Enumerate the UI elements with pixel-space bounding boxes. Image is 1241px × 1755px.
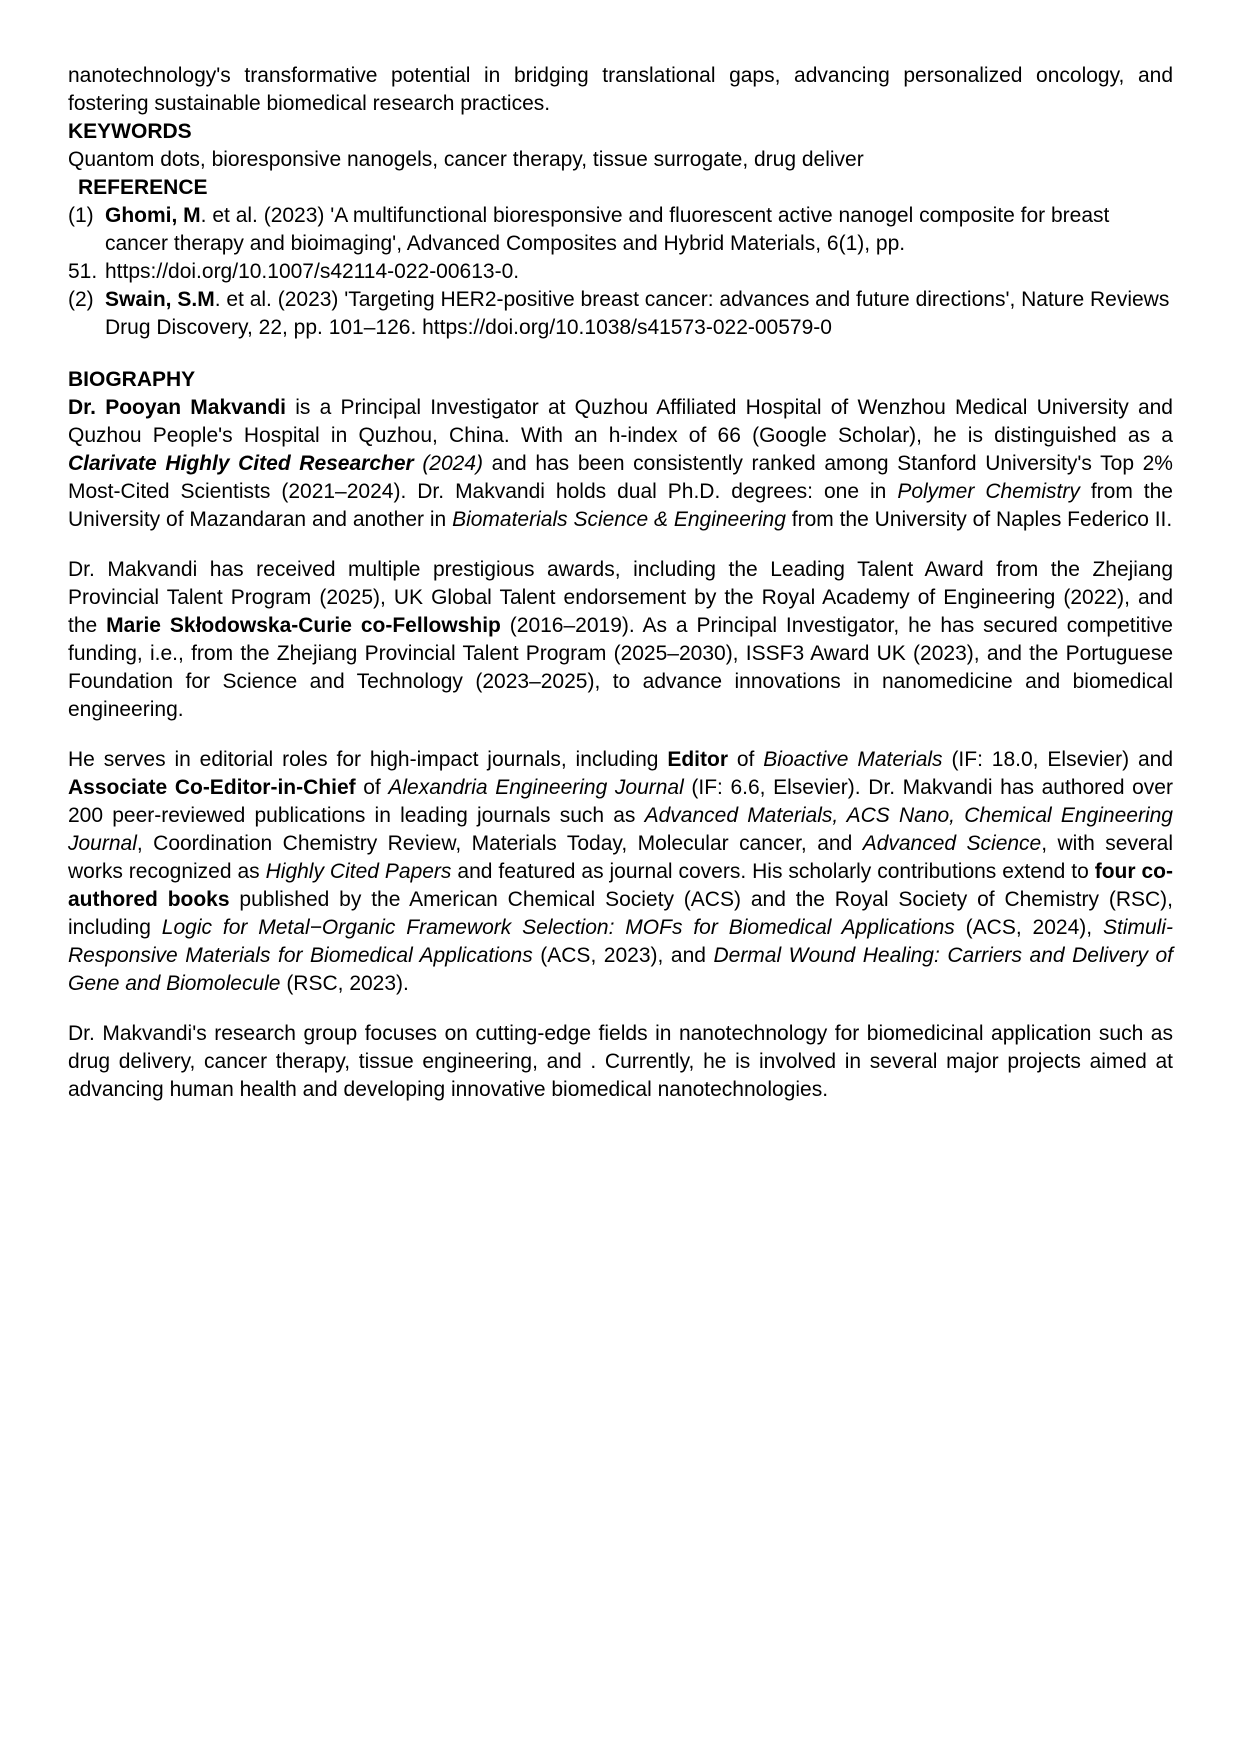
biography-paragraph-3: He serves in editorial roles for high-impact journals, including Editor of Bioactive Materials (IF: 18.0, Elsevier) and Associate Co-Editor-in-Chief of Alexandria Engineering Journal (IF: 6.6, Elsevier). Dr. Makvandi has authored over 200 peer-reviewed publications in leading journals such as Advanced Materials, ACS Nano, Chemical Engineering Journal, Coordination Chemistry Review, Materials Today, Molecular cancer, and Advanced Science, with several works recognized as Highly Cited Papers and featured as journal covers. His scholarly contributions extend to four co-authored books published by the American Chemical Society (ACS) and the Royal Society of Chemistry (RSC), including Logic for Metal−Organic Framework Selection: MOFs for Biomedical Applications (ACS, 2024), Stimuli-Responsive Materials for Biomedical Applications (ACS, 2023), and Dermal Wound Healing: Carriers and Delivery of Gene and Biomolecule (RSC, 2023). [68, 748, 1174, 995]
biography-paragraph-1: Dr. Pooyan Makvandi is a Principal Investigator at Quzhou Affiliated Hospital of Wenzhou Medical University and Quzhou People's Hospital in Quzhou, China. With an h-index of 66 (Google Scholar), he is distinguished as a Clarivate Highly Cited Researcher (2024) and has been consistently ranked among Stanford University's Top 2% Most-Cited Scientists (2021–2024). Dr. Makvandi holds dual Ph.D. degrees: one in Polymer Chemistry from the University of Mazandaran and another in Biomaterials Science & Engineering from the University of Naples Federico II. [68, 396, 1173, 531]
reference-text: Swain, S.M. et al. (2023) 'Targeting HER2-positive breast cancer: advances and future directions', Nature Reviews Drug Discovery, 22, pp. 101–126. https://doi.org/10.1038/s41573-022-00579-0 [105, 288, 1170, 339]
reference-marker: (1) [68, 204, 94, 227]
reference-text: Ghomi, M. et al. (2023) 'A multifunctional bioresponsive and fluorescent active nanogel composite for breast cancer therapy and bioimaging', Advanced Composites and Hybrid Materials, 6(1), pp. [105, 204, 1110, 255]
reference-list [68, 202, 1173, 342]
reference-marker: (2) [68, 288, 94, 311]
keywords-heading: KEYWORDS [68, 120, 192, 143]
reference-item [68, 258, 1173, 286]
biography-paragraph-2: Dr. Makvandi has received multiple prestigious awards, including the Leading Talent Award from the Zhejiang Provincial Talent Program (2025), UK Global Talent endorsement by the Royal Academy of Engineering (2022), and the Marie Skłodowska-Curie co-Fellowship (2016–2019). As a Principal Investigator, he has secured competitive funding, i.e., from the Zhejiang Provincial Talent Program (2025–2030), ISSF3 Award UK (2023), and the Portuguese Foundation for Science and Technology (2023–2025), to advance innovations in nanomedicine and biomedical engineering. [68, 558, 1173, 721]
reference-item [68, 202, 1173, 258]
reference-text: https://doi.org/10.1007/s42114-022-00613-0. [105, 260, 520, 283]
reference-item [68, 286, 1173, 342]
biography-paragraph-4: Dr. Makvandi's research group focuses on cutting-edge fields in nanotechnology for biomedicinal application such as drug delivery, cancer therapy, tissue engineering, and . Currently, he is involved in several major projects aimed at advancing human health and developing innovative biomedical nanotechnologies. [68, 1022, 1173, 1101]
reference-marker: 51. [68, 260, 98, 283]
intro-paragraph: nanotechnology's transformative potential in bridging translational gaps, advancing personalized oncology, and fostering sustainable biomedical research practices. [68, 64, 1173, 115]
reference-heading: REFERENCE [78, 176, 208, 199]
biography-heading: BIOGRAPHY [68, 368, 196, 391]
keywords-text: Quantom dots, bioresponsive nanogels, cancer therapy, tissue surrogate, drug deliver [68, 148, 864, 171]
